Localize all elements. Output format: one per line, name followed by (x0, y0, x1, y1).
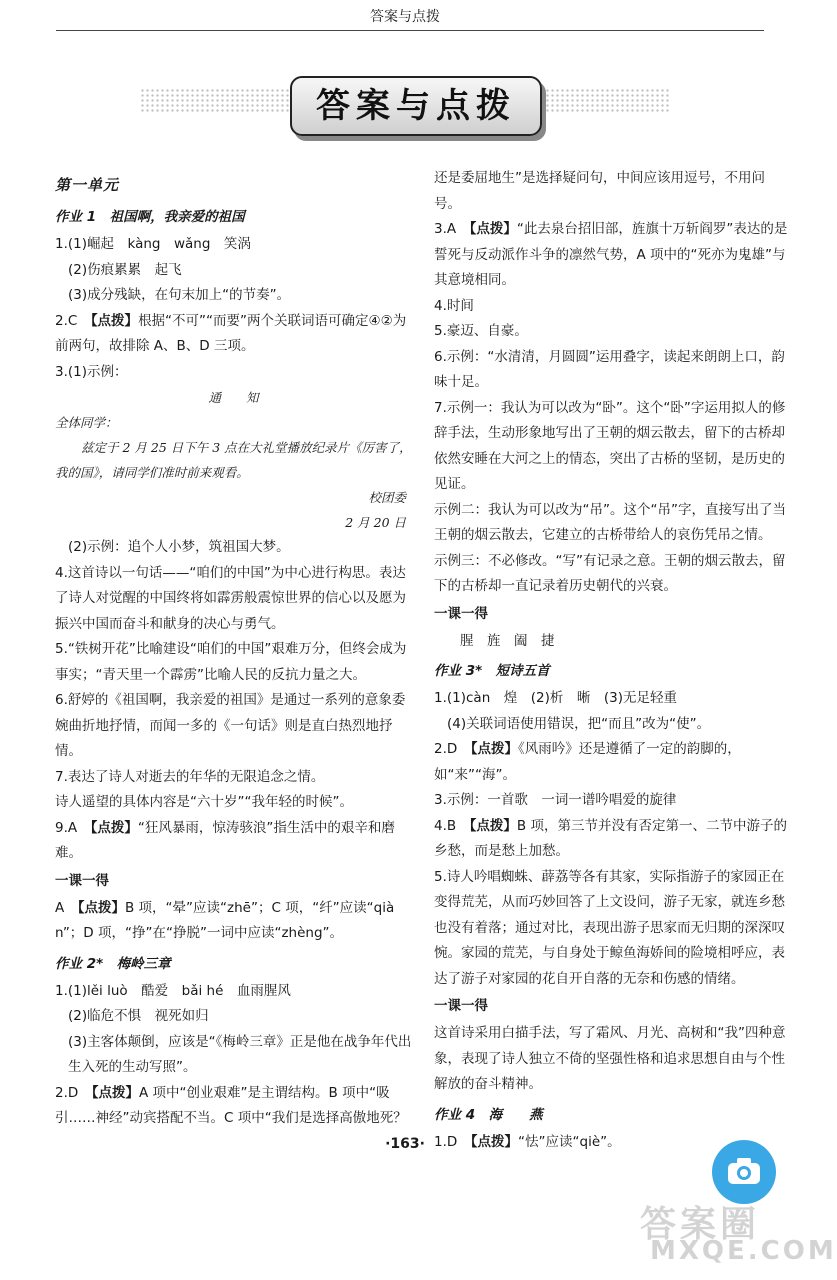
banner-speckle-right (540, 88, 670, 112)
title-banner (140, 72, 670, 140)
dianbo-label: 【点拨】 (90, 819, 138, 836)
watermark-logo: 答案圈 (640, 1204, 761, 1245)
yike-answer (55, 896, 412, 947)
hw2-answer-2 (55, 1081, 412, 1132)
yike-answer: 腥 旌 阖 捷 (460, 632, 555, 649)
hw2-answer-7-a: 7.示例一：我认为可以改为“卧”。这个“卧”字运用拟人的修辞手法，生动形象地写出了王朝的烟云散去，留下的古桥却依然安睡在大河之上的情态，突出了古桥的坚韧，是历史的见证。 (434, 399, 786, 492)
dianbo-label: 【点拨】 (470, 1133, 519, 1150)
hw2-answer-5: 5.豪迈、自豪。 (434, 323, 528, 339)
answer-text: 《风雨吟》还是遵循了一定的韵脚的，如“来”“海”。 (434, 741, 741, 783)
right-column (434, 166, 791, 1155)
answer-text: A 项中“创业艰难”是主谓结构。B 项中“吸引……神经”动宾搭配不当。C 项中“我们是选择高傲地死？ (55, 1084, 407, 1126)
answer-text: “怯”应读“qiè”。 (518, 1133, 621, 1150)
dianbo-label: 【点拨】 (91, 1084, 140, 1101)
hw1-answer-9 (55, 816, 412, 867)
answer-text: “狂风暴雨，惊涛骇浪”指生活中的艰辛和磨难。 (55, 819, 395, 861)
hw1-answer-7: 7.表达了诗人对逝去的年华的无限追念之情。 (55, 768, 325, 785)
header-rule (56, 30, 764, 31)
hw3-answer-2 (434, 737, 791, 788)
yike-answer: 这首诗采用白描手法，写了霜风、月光、高树和“我”四种意象，表现了诗人独立不倚的坚强性格和追求思想自由与个性解放的奋斗精神。 (434, 1025, 786, 1092)
answer-text: 根据“不可”“而要”两个关联词语可确定④②为前两句，故排除 A、B、D 三项。 (55, 312, 407, 354)
banner-speckle-left (140, 88, 290, 112)
hw3-answer-4 (434, 814, 791, 865)
answer-letter: 3.A (434, 221, 470, 237)
homework-1-title: 作业 1 祖国啊，我亲爱的祖国 (55, 209, 245, 225)
banner-title: 答案与点拨 (290, 76, 542, 136)
unit-title: 第一单元 (55, 176, 120, 194)
hw2-answer-1-3: (3)主客体颠倒，应该是“《梅岭三章》正是他在战争年代出生入死的生动写照”。 (68, 1033, 412, 1075)
answer-letter: 2.D (434, 741, 471, 757)
camera-icon (726, 1156, 762, 1186)
answer-letter: 4.B (434, 817, 470, 834)
dianbo-label: 【点拨】 (90, 312, 139, 329)
camera-badge[interactable] (712, 1140, 776, 1204)
hw2-answer-7-c: 示例三：不必修改。“写”有记录之意。王朝的烟云散去，留下的古桥却一直记录着历史朝代的兴衰。 (434, 552, 786, 594)
answer-letter: 1.D (434, 1133, 471, 1150)
hw1-answer-3-2: (2)示例：追个人小梦，筑祖国大梦。 (68, 539, 290, 555)
dianbo-label: 【点拨】 (469, 817, 517, 834)
hw1-answer-2 (55, 309, 412, 360)
homework-3-title: 作业 3* 短诗五首 (434, 663, 550, 679)
dianbo-label: 【点拨】 (77, 899, 125, 916)
hw2-answer-4: 4.时间 (434, 297, 474, 314)
answer-letter: 2.D (55, 1084, 92, 1101)
dianbo-label: 【点拨】 (469, 221, 517, 237)
hw1-answer-1-1: 1.(1)崛起 kàng wǎng 笑涡 (55, 236, 251, 252)
answer-text: “此去泉台招旧部，旌旗十万斩阎罗”表达的是誓死与反动派作斗争的凛然气势，A 项中的“死亦为鬼雄”与其意境相同。 (434, 221, 788, 288)
hw2-answer-7-b: 示例二：我认为可以改为“吊”。这个“吊”字，直接写出了当王朝的烟云散去，它建立的古桥带给人的哀伤凭吊之情。 (434, 501, 786, 543)
watermark-url: MXQE.COM (650, 1236, 837, 1266)
answer-text: B 项，“晕”应读“zhē”；C 项，“纤”应读“qiàn”；D 项，“挣”在“挣脱”一词中应读“zhèng”。 (55, 899, 395, 941)
hw2-answer-1-1: 1.(1)lěi luò 酷爱 bǎi hé 血雨腥风 (55, 982, 291, 999)
yike-heading: 一课一得 (434, 998, 488, 1014)
hw1-answer-5: 5.“铁树开花”比喻建设“咱们的中国”艰难万分，但终会成为事实；“青天里一个霹雳”比喻人民的反抗力量之大。 (55, 641, 407, 683)
hw3-answer-3: 3.示例：一首歌 一词一谱吟唱爱的旋律 (434, 792, 677, 808)
notice-signature: 校团委 (368, 490, 406, 505)
left-column (55, 166, 412, 1132)
page-number: ·163· (385, 1136, 425, 1152)
hw2-answer-1-2: (2)临危不惧 视死如归 (68, 1008, 209, 1024)
hw2-answer-2-cont: 还是委屈地生”是选择疑问句，中间应该用逗号，不用问号。 (434, 170, 765, 212)
notice-body: 兹定于 2 月 25 日下午 3 点在大礼堂播放纪录片《厉害了，我的国》，请同学们准时前来观看。 (55, 440, 412, 480)
hw1-answer-1-2: (2)伤痕累累 起飞 (68, 261, 182, 278)
hw1-answer-3: 3.(1)示例： (55, 363, 128, 380)
homework-4-title: 作业 4 海 燕 (434, 1106, 543, 1123)
hw3-answer-1-4: (4)关联词语使用错误，把“而且”改为“使”。 (447, 715, 711, 732)
hw1-answer-8: 诗人遥望的具体内容是“六十岁”“我年轻的时候”。 (55, 794, 353, 810)
notice-date: 2 月 20 日 (345, 515, 406, 530)
dianbo-label: 【点拨】 (470, 741, 519, 757)
answer-letter: 9.A (55, 819, 91, 836)
answer-text: B 项，第三节并没有否定第一、二节中游子的乡愁，而是愁上加愁。 (434, 817, 787, 859)
hw2-answer-6: 6.示例：“水清清，月圆圆”运用叠字，读起来朗朗上口，韵味十足。 (434, 348, 785, 390)
homework-2-title: 作业 2* 梅岭三章 (55, 955, 171, 972)
notice-title: 通 知 (208, 390, 259, 405)
hw1-answer-1-3: (3)成分残缺，在句末加上“的节奏”。 (68, 287, 291, 303)
hw2-answer-3 (434, 217, 791, 294)
hw3-answer-5: 5.诗人吟唱蜘蛛、薜荔等各有其家，实际指游子的家园正在变得荒芜，从而巧妙回答了上文设问，游子无家，就连乡愁也没有着落；通过对比，表现出游子思家而无归期的深深叹惋。家园的荒芜，与自身处于鲸鱼海娇间的险境相呼应，表达了游子对家园的花自开自落的无奈和伤感的情绪。 (434, 868, 785, 987)
yike-heading: 一课一得 (55, 872, 109, 889)
running-header: 答案与点拨 (370, 9, 440, 25)
answer-letter: A (55, 899, 78, 916)
hw1-answer-6: 6.舒婷的《祖国啊，我亲爱的祖国》是通过一系列的意象委婉曲折地抒情，而闻一多的《一句话》则是直白热烈地抒情。 (55, 692, 406, 759)
yike-heading: 一课一得 (434, 605, 488, 622)
hw3-answer-1-1: 1.(1)càn 煌 (2)析 晰 (3)无足轻重 (434, 690, 677, 706)
answer-letter: 2.C (55, 312, 91, 329)
hw1-answer-4: 4.这首诗以一句话——“咱们的中国”为中心进行构思。表达了诗人对觉醒的中国终将如霹雳般震惊世界的信心以及愿为振兴中国而奋斗和献身的决心与勇气。 (55, 564, 406, 632)
notice-recipient: 全体同学： (55, 415, 118, 430)
